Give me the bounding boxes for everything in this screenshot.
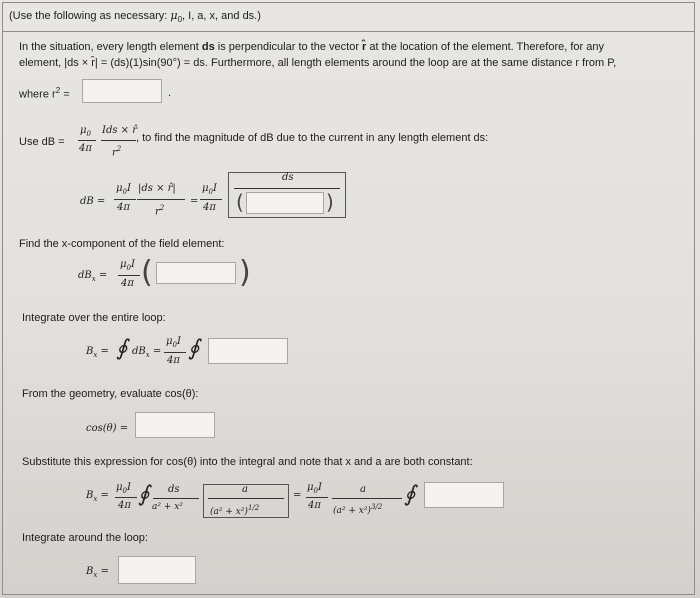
mu-symbol: μ [202,183,209,194]
intro-line-1 [19,40,604,54]
left-paren: ( [236,190,244,214]
fraction-bar [118,275,140,276]
where-equals: = [60,88,70,101]
db-den-2 [155,202,164,218]
current-symbol: I [212,183,217,194]
r-exponent: 2 [116,145,122,153]
mu-symbol: μ [170,9,178,22]
db-symbol: dB [132,346,146,357]
r-squared-exponent: 2 [55,86,61,95]
bx-sub-lhs [86,490,109,505]
mu-symbol: μ [166,336,173,347]
sub-frac-den: a² + x² [152,502,183,512]
fraction-bar [332,498,402,499]
current-symbol: I [176,336,181,347]
db-symbol: dB [78,270,92,281]
b-symbol: B [86,566,94,577]
fraction-bar [164,352,186,353]
fraction-bar [234,188,340,189]
x-subscript: x [93,351,98,359]
sub-frac-a: a [242,484,248,495]
sub-frac-a2: a [360,484,366,495]
fraction-bar [153,498,199,499]
equals-sign: = [293,490,302,501]
mu-subscript: 0 [208,188,213,196]
cos-theta-lhs: cos(θ) = [86,423,129,434]
fraction-bar [208,498,284,499]
mu-subscript: 0 [172,341,177,349]
db-den-1: 4π [117,202,130,213]
mu-symbol: μ [307,482,314,493]
equals-sign: = [100,490,109,501]
dbx-num [120,259,135,274]
contour-integral-icon: ∮ [116,336,128,361]
x-component-heading: Find the x-component of the field element: [19,238,225,250]
db-den-3: 4π [203,202,216,213]
use-numerator-1 [80,125,91,140]
sub-frac-a2-den [333,501,382,517]
fraction-bar [306,497,328,498]
sub-num-1 [116,482,131,497]
instructions-line [9,9,261,27]
integrand [132,346,161,361]
intro-text-b: is perpendicular to the vector [214,41,363,53]
fraction-bar [200,199,222,200]
sub-den-1: 4π [118,500,131,511]
b-symbol: B [86,346,94,357]
integrate-heading: Integrate over the entire loop: [22,312,166,324]
x-component-input[interactable] [156,262,236,284]
mu-subscript: 0 [86,130,91,138]
geometry-heading: From the geometry, evaluate cos(θ): [22,388,199,400]
sub-frac-num: ds [168,484,180,495]
header-divider [2,31,695,32]
trailing-period: . [168,87,172,99]
contour-integral-icon: ∮ [404,482,416,507]
integrate-num [166,336,181,351]
x-subscript: x [93,571,98,579]
three-halves-exponent: 3/2 [370,503,383,511]
dbx-lhs [78,270,107,285]
intro-text-a: In the situation, every length element [19,41,202,53]
use-denominator-1: 4π [79,143,92,154]
mu-subscript: 0 [126,264,131,272]
sub-num-2 [307,482,322,497]
use-db-label: Use dB = [19,136,65,148]
substitute-heading: Substitute this expression for cos(θ) into the integral and note that x and a are both constant: [22,456,473,468]
mu-symbol: μ [80,125,87,136]
fraction-bar [78,140,96,141]
contour-integral-icon: ∮ [188,336,200,361]
mu-symbol: μ [120,259,127,270]
x-subscript: x [91,275,96,283]
a-x-sum: (a² + x²) [210,507,248,517]
db-num-1 [116,183,131,198]
fraction-bar [114,199,136,200]
mu-symbol: μ [116,482,123,493]
integrate-den: 4π [167,355,180,366]
db-num-2: |ds × r̂| [138,183,176,194]
ds-label: ds [282,172,294,183]
sub-den-2: 4π [308,500,321,511]
r-squared-input[interactable] [82,79,162,103]
right-paren: ) [326,190,334,214]
intro-text-c: at the location of the element. Therefore, for any [366,41,604,53]
intro-line-2: element, |ds × r̂| = (ds)(1)sin(90°) = ds. Furthermore, all length elements around the loop are at the same distance r from P, [19,57,617,69]
current-symbol: I [126,482,131,493]
db-lhs: dB = [80,196,106,207]
bx-lhs [86,346,109,361]
mu-subscript: 0 [122,188,127,196]
bx-final-input[interactable] [118,556,196,584]
x-subscript: x [145,351,150,359]
integrand-input[interactable] [208,338,288,364]
use-denominator-2 [112,143,121,159]
mu-subscript: 0 [313,487,318,495]
db-num-3 [202,183,217,198]
ds-vector: ds [201,41,215,53]
mu-subscript: 0 [177,15,183,25]
contour-integral-icon: ∮ [138,482,150,507]
equals-sign: = [98,270,108,281]
final-heading: Integrate around the loop: [22,532,148,544]
current-symbol: I [317,482,322,493]
dbx-den: 4π [121,278,134,289]
right-paren: ) [239,255,251,290]
cos-theta-input[interactable] [135,412,215,438]
mu-symbol: μ [116,183,123,194]
r-symbol: r [155,206,160,218]
equals-sign: = [152,346,162,357]
final-integrand-input[interactable] [424,482,504,508]
instructions-variables: , I, a, x, and ds.) [182,10,261,22]
a-x-sum: (a² + x²) [333,506,371,516]
instructions-text: (Use the following as necessary: [9,10,171,22]
fraction-bar [115,497,137,498]
r-symbol: r [112,147,117,159]
x-subscript: x [93,495,98,503]
equals-sign: = [190,196,199,207]
right-bracket [336,172,346,218]
r-hat-vector: r̂ [362,41,367,53]
r-exponent: 2 [159,204,165,212]
b-symbol: B [86,490,94,501]
fraction-bar [137,199,185,200]
use-numerator-2: Ids × r̂ [102,125,137,136]
fraction-bar [101,140,136,141]
intro-line-3 [19,84,70,102]
bx-final-lhs [86,566,109,581]
equals-sign: = [100,346,109,357]
sub-frac-a-den [210,502,259,518]
use-step-instruction: , to find the magnitude of dB due to the current in any length element ds: [136,132,489,144]
where-r-label: where r [19,88,56,101]
equals-sign: = [100,566,109,577]
half-exponent: 1/2 [247,504,260,512]
mu-subscript: 0 [122,487,127,495]
current-symbol: I [126,183,131,194]
left-paren: ( [141,255,153,290]
db-denominator-input[interactable] [246,192,324,214]
current-symbol: I [130,259,135,270]
